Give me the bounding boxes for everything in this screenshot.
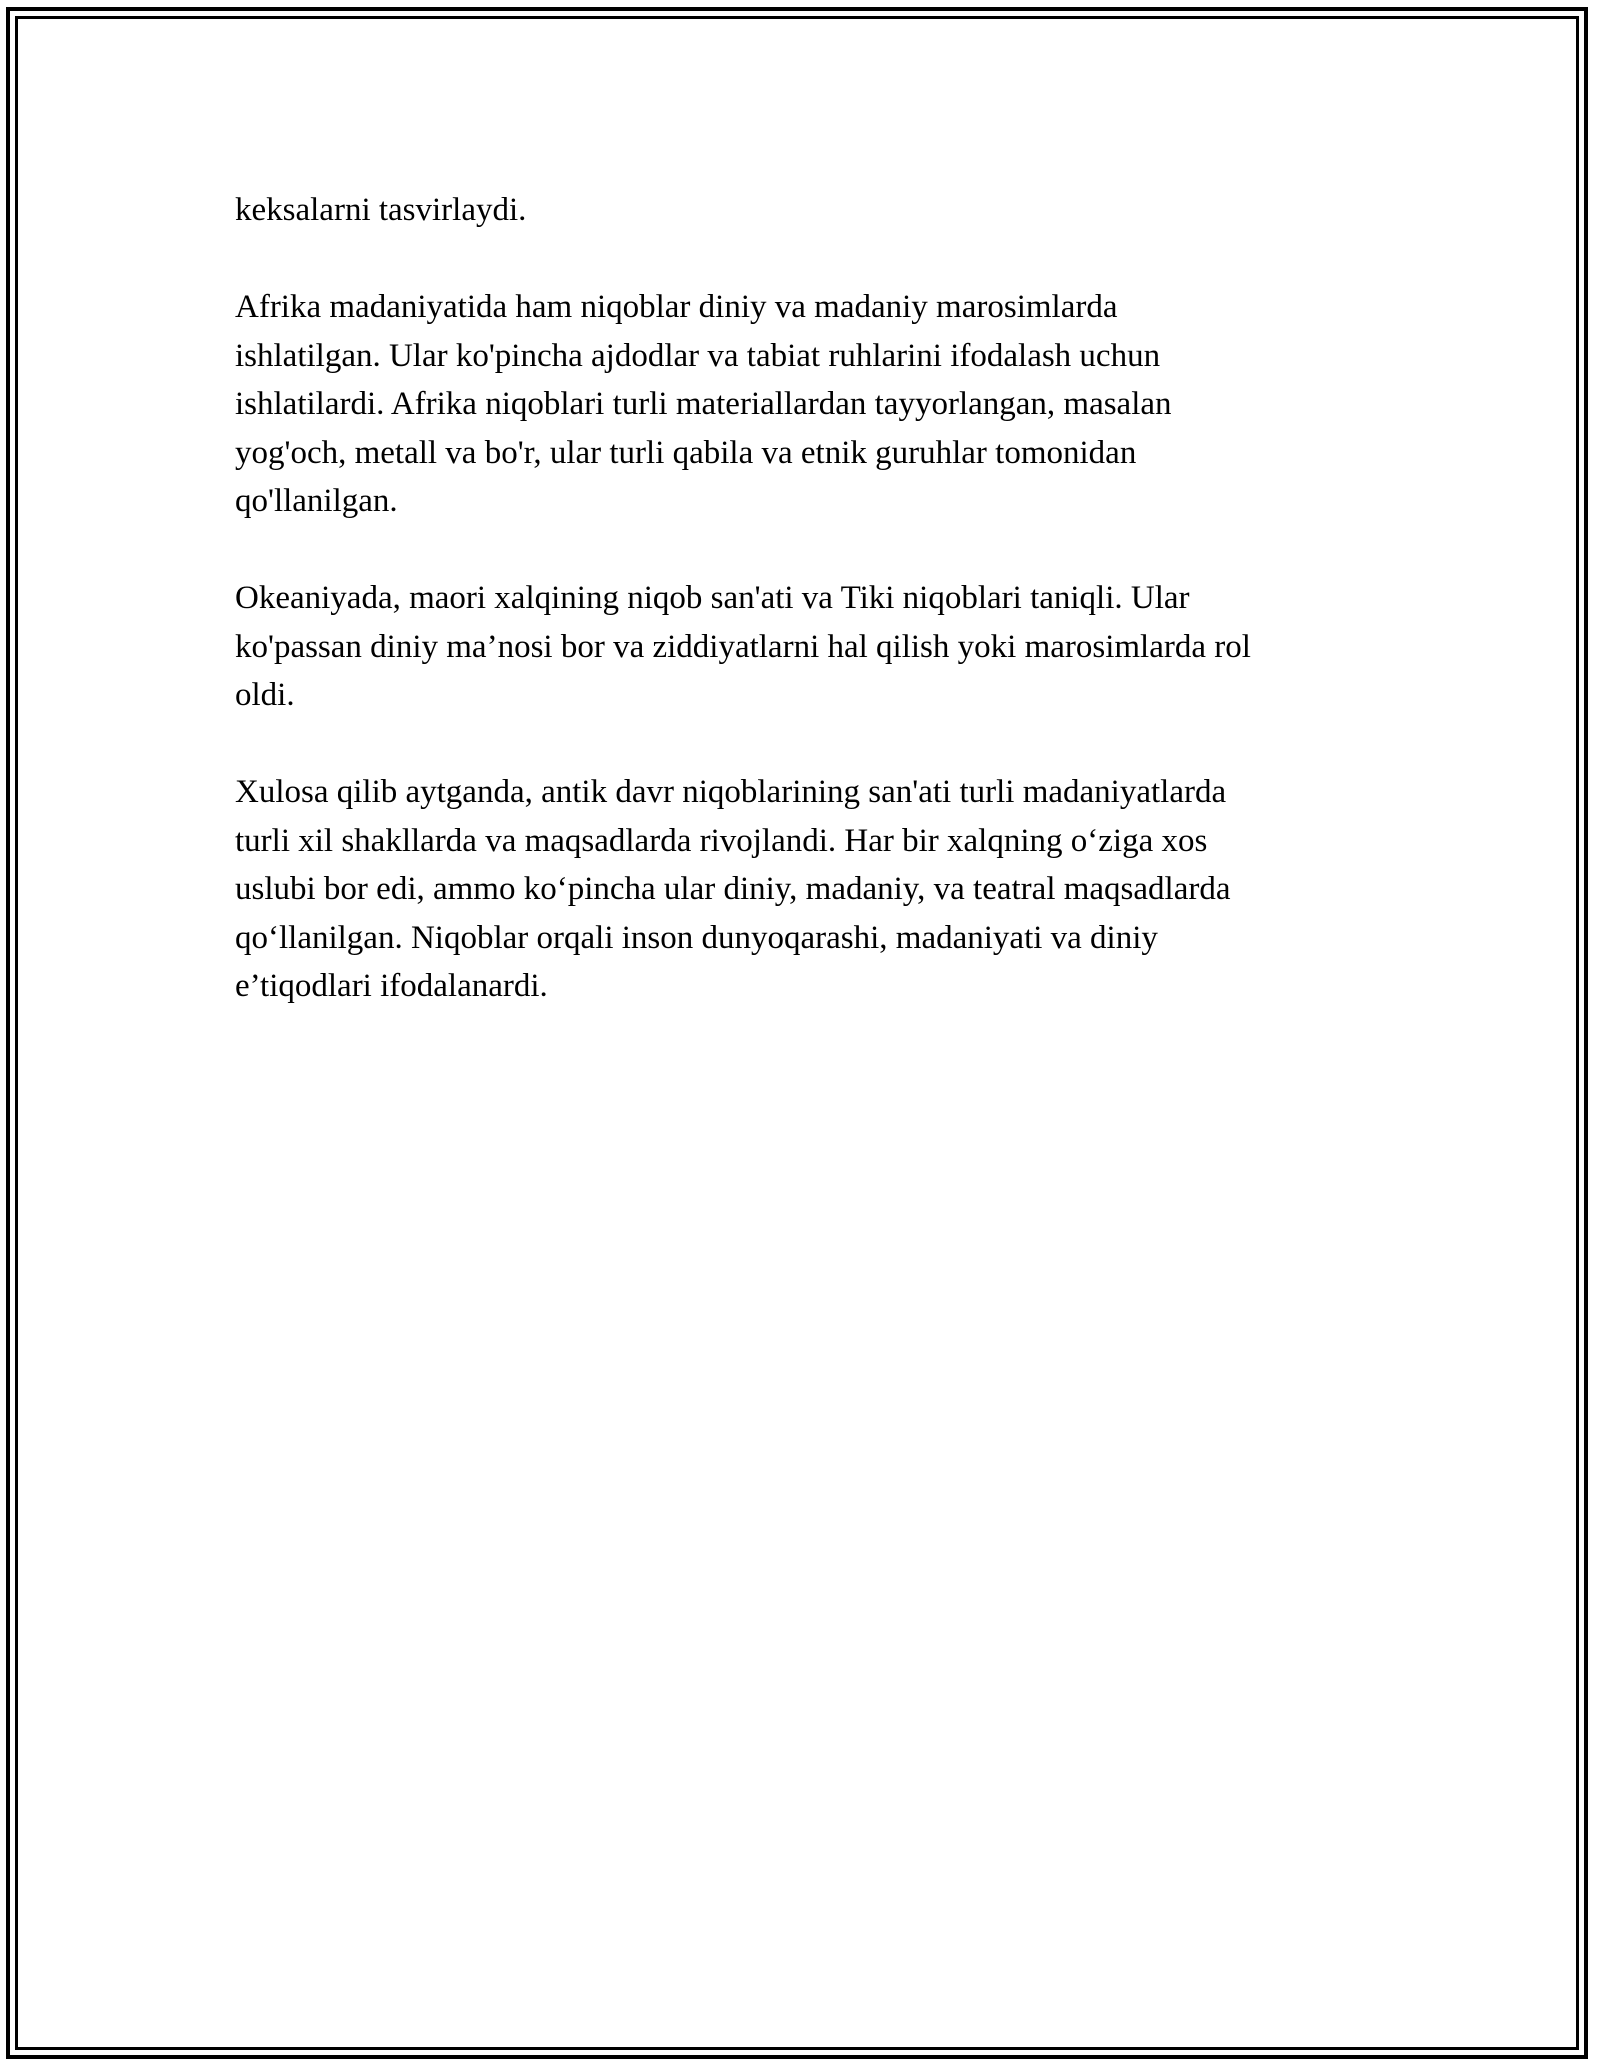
- paragraph-3: Okeaniyada, maori xalqining niqob san'ati va Tiki niqoblari taniqli. Ular ko'passan diniy ma’nosi bor va ziddiyatlarni hal qilish yoki marosimlarda rol oldi.: [235, 580, 1251, 713]
- paragraph-4: Xulosa qilib aytganda, antik davr niqoblarining san'ati turli madaniyatlarda turli xil shakllarda va maqsadlarda rivojlandi. Har bir xalqning o‘ziga xos uslubi bor edi, ammo ko‘pincha ular diniy, madaniy, va teatral maqsadlarda qo‘llanilgan. Niqoblar orqali inson dunyoqarashi, madaniyati va diniy e’tiqodlari ifodalanardi.: [235, 774, 1231, 1004]
- paragraph-1: keksalarni tasvirlaydi.: [235, 192, 527, 228]
- paragraph-2: Afrika madaniyatida ham niqoblar diniy va madaniy marosimlarda ishlatilgan. Ular ko'pincha ajdodlar va tabiat ruhlarini ifodalash uchun ishlatilardi. Afrika niqoblari turli materiallardan tayyorlangan, masalan yog'och, metall va bo'r, ular turli qabila va etnik guruhlar tomonidan qo'llanilgan.: [235, 289, 1172, 519]
- document-body: [235, 186, 1370, 1059]
